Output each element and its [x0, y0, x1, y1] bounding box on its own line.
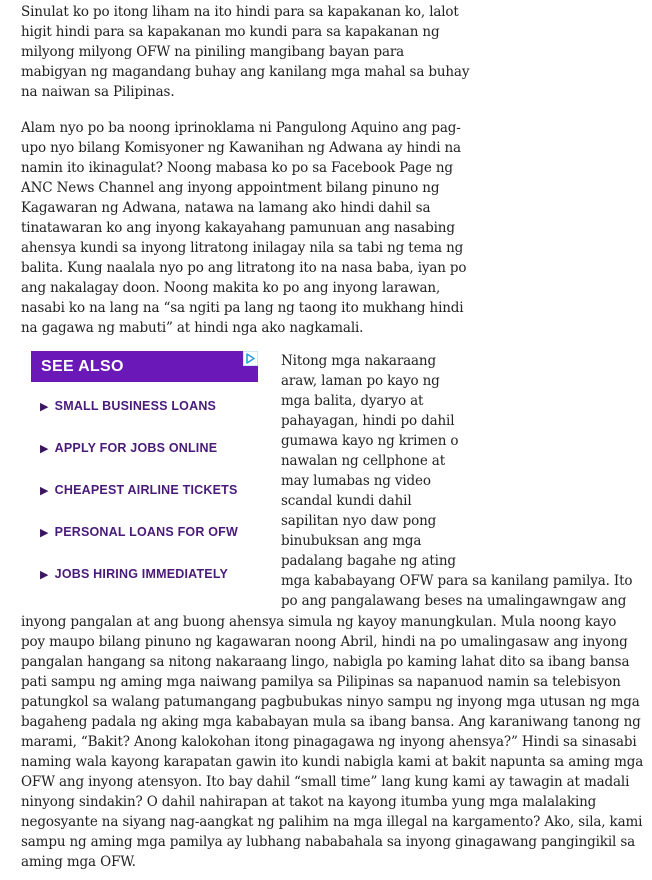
text-line: araw, laman po kayo ng — [281, 373, 440, 389]
text-line: may lumabas ng video — [281, 473, 431, 489]
text-line: milyong milyong OFW na piniling mangibang bayan para — [21, 44, 405, 60]
text-line: upo nyo bilang Komisyoner ng Kawanihan ng Adwana ay hindi na — [21, 140, 461, 156]
paragraph-news-wrapped — [281, 351, 632, 611]
text-line: na gagawa ng mabuti” at hindi nga ako nagkamali. — [21, 320, 364, 336]
text-line: ANC News Channel ang inyong appointment bilang pinuno ng — [21, 180, 440, 196]
play-arrow-icon: ▶ — [40, 527, 49, 539]
play-arrow-icon: ▶ — [40, 485, 49, 497]
ad-header — [31, 351, 258, 382]
text-line: Kagawaran ng Adwana, natawa na lamang ako hindi dahil sa — [21, 200, 431, 216]
text-line: Sinulat ko po itong liham na ito hindi para sa kapakanan ko, lalot — [21, 4, 459, 20]
text-line: balita. Kung naalala nyo po ang litratong ito na nasa baba, iyan po — [21, 260, 467, 276]
text-line: namin ito ikinagulat? Noong mabasa ko po sa Facebook Page ng — [21, 160, 453, 176]
text-line: OFW ang inyong atensyon. Ito bay dahil “small time” lang kung kami ay tawagin at madali — [21, 774, 630, 790]
text-line: poy maupo bilang pinuno ng kagawaran noong Abril, hindi na po umalingasaw ang inyong — [21, 634, 628, 650]
play-arrow-icon: ▶ — [40, 443, 49, 455]
text-line: tinatawaran ko ang inyong kakayahang pamunuan ang nasabing — [21, 220, 455, 236]
text-line: bagaheng padala ng aking mga kababayan mula sa ibang bansa. Ang karaniwang tanong ng — [21, 714, 641, 730]
play-arrow-icon: ▶ — [40, 569, 49, 581]
text-line: Alam nyo po ba noong iprinoklama ni Pangulong Aquino ang pag- — [21, 120, 461, 136]
ad-link-apply-for-jobs-online[interactable] — [40, 441, 217, 455]
text-line: marami, “Bakit? Anong kalokohan itong pinagagawa ng inyong ahensya?” Hindi sa sinasabi — [21, 734, 637, 750]
text-line: negosyante na siyang nag-aangkat ng palihim na mga illegal na kargamento? Ako, sila, kami — [21, 814, 643, 830]
text-line: nasabi ko na lang na “sa ngiti pa lang ng taong ito mukhang hindi — [21, 300, 464, 316]
ad-link-label: CHEAPEST AIRLINE TICKETS — [54, 483, 238, 497]
ad-link-small-business-loans[interactable] — [40, 399, 216, 413]
text-line: po ang pangalawang beses na umalingawngaw ang — [281, 593, 627, 609]
ad-choices-icon[interactable] — [243, 351, 258, 366]
text-line: pangalan hangang sa nitong nakaraang lingo, nabigla po kaming lahat dito sa ibang bansa — [21, 654, 630, 670]
ad-link-label: PERSONAL LOANS FOR OFW — [54, 525, 239, 539]
text-line: inyong pangalan at ang buong ahensya simula ng kayoy manungkulan. Mula noong kayo — [21, 614, 617, 630]
ad-link-jobs-hiring-immediately[interactable] — [40, 567, 228, 581]
text-line: Nitong mga nakaraang — [281, 353, 436, 369]
text-line: mabigyan ng magandang buhay ang kanilang mga mahal sa buhay — [21, 64, 470, 80]
ad-title: SEE ALSO — [41, 358, 124, 375]
text-line: na naiwan sa Pilipinas. — [21, 84, 175, 100]
ad-link-label: SMALL BUSINESS LOANS — [54, 399, 217, 413]
ad-link-label: JOBS HIRING IMMEDIATELY — [54, 567, 229, 581]
text-line: ninyong sindakin? O dahil nahirapan at takot na kayong itumba yung mga malalaking — [21, 794, 597, 810]
paragraph-news-continued — [21, 612, 643, 872]
ad-link-label: APPLY FOR JOBS ONLINE — [54, 441, 218, 455]
text-line: binubuksan ang mga — [281, 533, 422, 549]
text-line: padalang bagahe ng ating — [281, 553, 456, 569]
text-line: ahensya kundi sa inyong litratong inilagay nila sa tabi ng tema ng — [21, 240, 464, 256]
ad-link-personal-loans-for-ofw[interactable] — [40, 525, 238, 539]
text-line: naming wala kayong karapatan gawin ito kundi nabigla kami at bakit napunta sa aming mga — [21, 754, 644, 770]
text-line: sampu ng aming mga pamilya ay lubhang nababahala sa inyong ginagawang pangingikil sa — [21, 834, 635, 850]
text-line: aming mga OFW. — [21, 854, 136, 870]
text-line: nawalan ng cellphone at — [281, 453, 445, 469]
paragraph-intro — [21, 2, 469, 102]
paragraph-appointment — [21, 118, 466, 338]
text-line: mga balita, dyaryo at — [281, 393, 424, 409]
play-arrow-icon: ▶ — [40, 401, 49, 413]
text-line: patungkol sa walang patumangang pagbubukas ninyo sampu ng inyong mga utusan ng mga — [21, 694, 640, 710]
text-line: ang nakalagay doon. Noong makita ko po ang inyong larawan, — [21, 280, 441, 296]
text-line: pati sampu ng aming mga naiwang pamilya sa Pilipinas sa napanuod namin sa telebisyon — [21, 674, 621, 690]
text-line: gumawa kayo ng krimen o — [281, 433, 459, 449]
text-line: sapilitan nyo daw pong — [281, 513, 437, 529]
text-line: pahayagan, hindi po dahil — [281, 413, 455, 429]
text-line: scandal kundi dahil — [281, 493, 412, 509]
text-line: mga kababayang OFW para sa kanilang pamilya. Ito — [281, 573, 633, 589]
see-also-ad — [31, 351, 258, 591]
text-line: higit hindi para sa kapakanan mo kundi para sa kapakanan ng — [21, 24, 440, 40]
ad-link-cheapest-airline-tickets[interactable] — [40, 483, 238, 497]
